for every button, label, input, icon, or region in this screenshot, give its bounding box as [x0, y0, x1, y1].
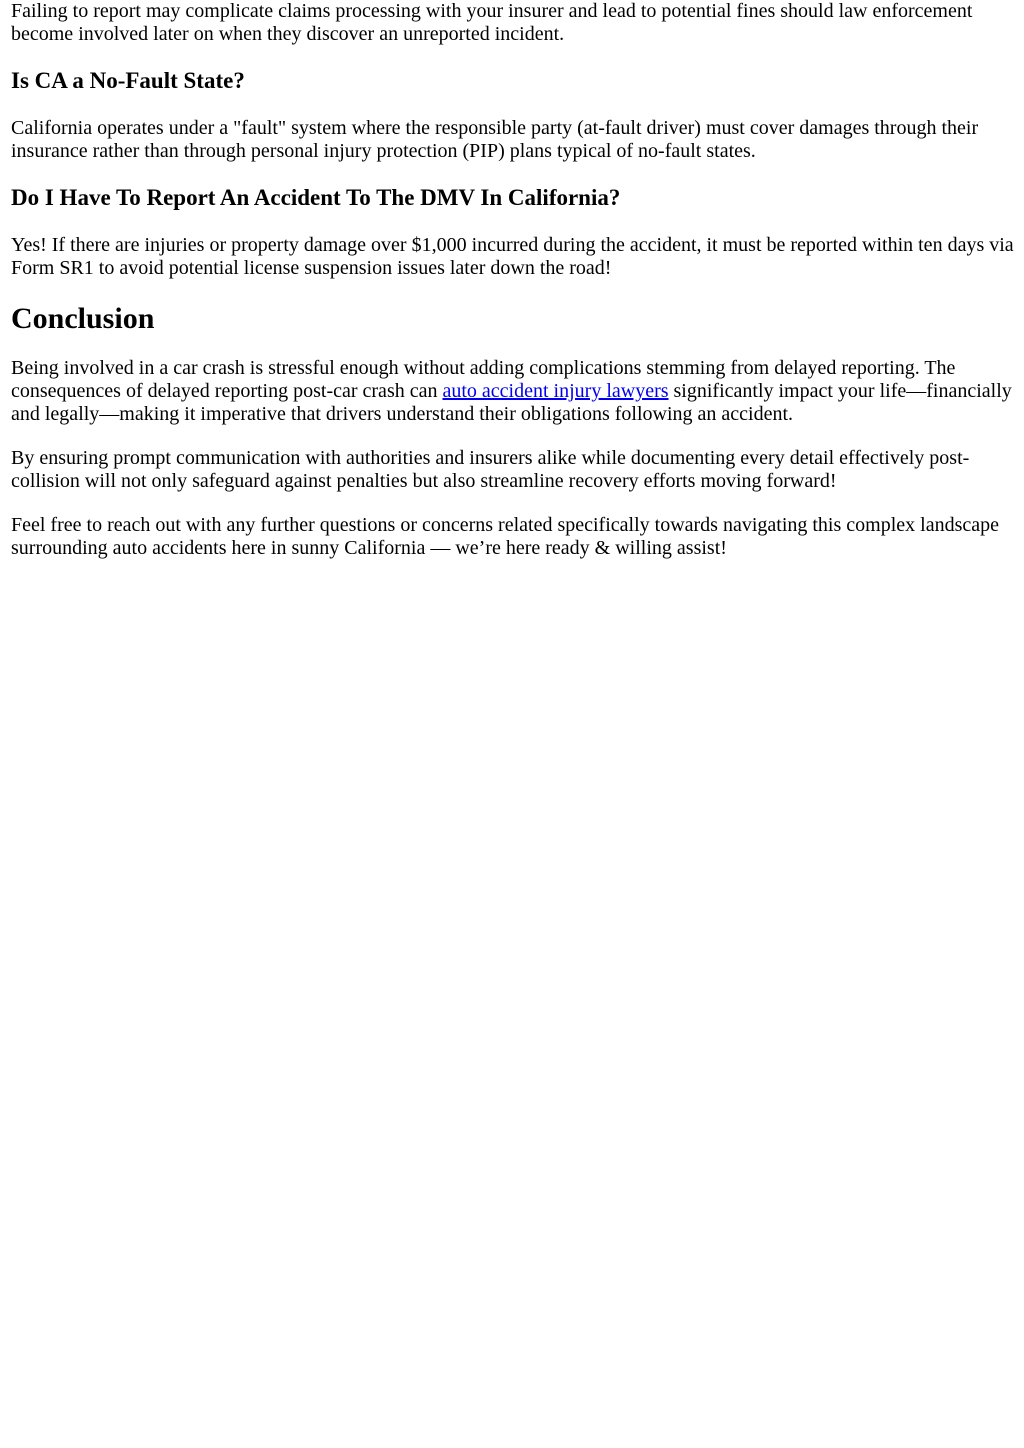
conclusion-heading: Conclusion: [11, 302, 155, 335]
intro-paragraph: Failing to report may complicate claims processing with your insurer and lead to potential fines should law enforcement become involved later on when they discover an unreported incident.: [11, 0, 973, 45]
faq-question-no-fault: Is CA a No-Fault State?: [11, 68, 245, 93]
faq-question-dmv-report: Do I Have To Report An Accident To The DMV In California?: [11, 185, 621, 210]
article-body: [0, 0, 1024, 560]
conclusion-paragraph-1: [11, 357, 1014, 426]
faq-answer-no-fault: California operates under a "fault" system where the responsible party (at-fault driver) must cover damages through their insurance rather than through personal injury protection (PIP) plans typical of no-fault states.: [11, 117, 979, 162]
auto-accident-lawyers-link[interactable]: auto accident injury lawyers: [442, 380, 669, 402]
conclusion-p1-text-before: Being involved in a car crash is stressful enough without adding complications stemming from delayed reporting. The consequences of delayed reporting post-car crash can: [11, 357, 956, 402]
faq-answer-dmv-report: Yes! If there are injuries or property damage over $1,000 incurred during the accident, it must be reported within ten days via Form SR1 to avoid potential license suspension issues later down the road!: [11, 234, 1014, 279]
conclusion-paragraph-3: Feel free to reach out with any further questions or concerns related specifically towards navigating this complex landscape surrounding auto accidents here in sunny California — we’re here ready & willing assist!: [11, 514, 999, 559]
conclusion-p1-text-after: significantly impact your life—financially and legally—making it imperative that drivers understand their obligations following an accident.: [11, 380, 1012, 425]
conclusion-paragraph-2: By ensuring prompt communication with authorities and insurers alike while documenting every detail effectively post-collision will not only safeguard against penalties but also streamline recovery efforts moving forward!: [11, 447, 970, 492]
